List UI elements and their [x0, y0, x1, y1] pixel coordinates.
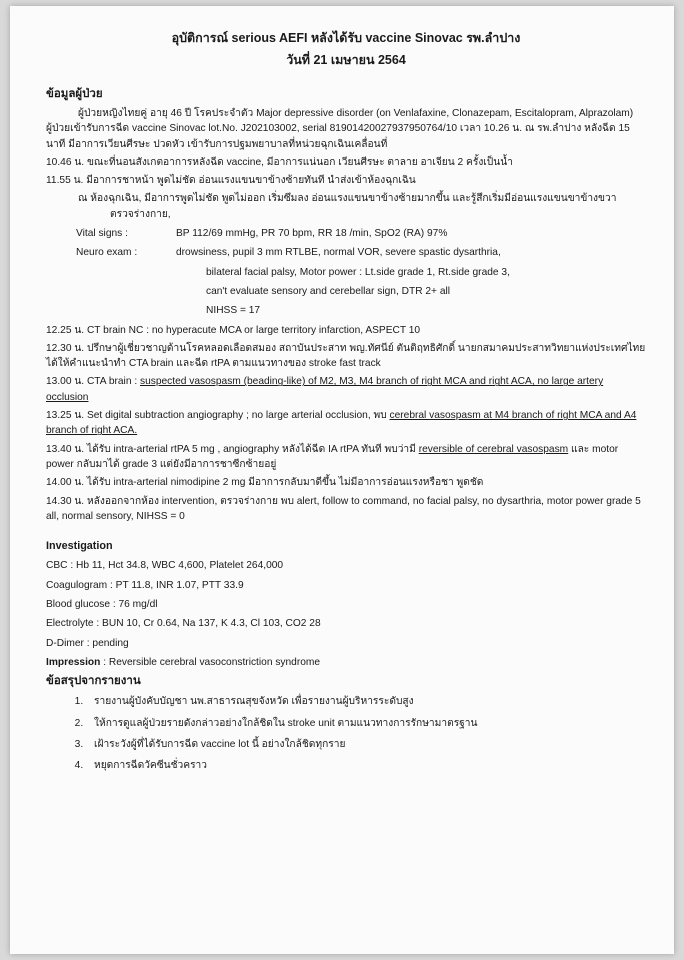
- event-1300: 13.00 น. CTA brain : suspected vasospasm (beading-like) of M2, M3, M4 branch of right MCA and right ACA, no large artery occlusion: [46, 376, 604, 403]
- vital-signs-value: BP 112/69 mmHg, PR 70 bpm, RR 18 /min, SpO2 (RA) 97%: [176, 228, 448, 240]
- vasospasm-reversal: reversible of cerebral vasospasm: [418, 443, 569, 455]
- cta-finding: suspected vasospasm (beading-like) of M2, M3, M4 branch of right MCA and right ACA, no large artery occlusion: [46, 376, 604, 403]
- event-1400: 14.00 น. ได้รับ intra-arterial nimodipine 2 mg มีอาการกลับมาดีขึ้น ไม่มีอาการอ่อนแรงหรือชา พูดชัด: [46, 477, 484, 489]
- neuro-exam-line-3: can't evaluate sensory and cerebellar sign, DTR 2+ all: [206, 285, 451, 297]
- summary-heading: ข้อสรุปจากรายงาน: [46, 675, 141, 688]
- document-body: [46, 28, 646, 774]
- event-1430: 14.30 น. หลังออกจากห้อง intervention, ตรวจร่างกาย พบ alert, follow to command, no facial palsy, no dysarthria, motor power grade 5 all, normal sensory, NIHSS = 0: [46, 495, 641, 522]
- document-page: [10, 6, 674, 954]
- lab-cbc: CBC : Hb 11, Hct 34.8, WBC 4,600, Platelet 264,000: [46, 560, 284, 572]
- event-1340: 13.40 น. ได้รับ intra-arterial rtPA 5 mg , angiography หลังได้ฉีด IA rtPA ทันที พบว่ามี reversible of cerebral vasospasm และ motor power กลับมาได้ grade 3 แต่ยังมีอาการชาซีกซ้ายอยู่: [46, 443, 619, 470]
- patient-heading: ข้อมูลผู้ป่วย: [46, 87, 103, 100]
- impression: [46, 655, 646, 670]
- impression-label: Impression: [46, 656, 101, 668]
- lab-coagulogram: Coagulogram : PT 11.8, INR 1.07, PTT 33.9: [46, 579, 244, 591]
- lab-blood-glucose: Blood glucose : 76 mg/dl: [46, 598, 158, 610]
- lab-electrolyte: Electrolyte : BUN 10, Cr 0.64, Na 137, K 4.3, Cl 103, CO2 28: [46, 618, 321, 630]
- document-date: วันที่ 21 เมษายน 2564: [286, 52, 406, 67]
- vital-signs-label: Vital signs :: [76, 228, 128, 240]
- event-1046: 10.46 น. ขณะที่นอนสังเกตอาการหลังฉีด vaccine, มีอาการแน่นอก เวียนศีรษะ ตาลาย อาเจียน 2 ครั้งเป็นน้ำ: [46, 156, 513, 168]
- lab-d-dimer: D-Dimer : pending: [46, 637, 129, 649]
- patient-intro: ผู้ป่วยหญิงไทยคู่ อายุ 46 ปี โรคประจำตัว Major depressive disorder (on Venlafaxine, Clonazepam, Escitalopram, Alprazolam): [78, 108, 634, 119]
- summary-item-2: 2. ให้การดูแลผู้ป่วยรายดังกล่าวอย่างใกล้ชิดใน stroke unit ตามแนวทางการรักษามาตรฐาน: [86, 716, 646, 731]
- summary-item-4: 4. หยุดการฉีดวัคซีนชั่วคราว: [86, 758, 646, 773]
- investigation-heading: Investigation: [46, 540, 113, 553]
- event-1325: 13.25 น. Set digital subtraction angiography ; no large arterial occlusion, พบ cerebral vasospasm at M4 branch of right MCA and A4 branch of right ACA.: [46, 410, 637, 437]
- event-1155: 11.55 น. มีอาการชาหน้า พูดไม่ชัด อ่อนแรงแขนขาข้างซ้ายทันที นำส่งเข้าห้องฉุกเฉิน: [46, 175, 416, 187]
- neuro-exam-line-2: bilateral facial palsy, Motor power : Lt.side grade 1, Rt.side grade 3,: [206, 266, 510, 278]
- summary-item-3: 3. เฝ้าระวังผู้ที่ได้รับการฉีด vaccine lot นี้ อย่างใกล้ชิดทุกราย: [86, 737, 646, 752]
- event-1225: 12.25 น. CT brain NC : no hyperacute MCA or large territory infarction, ASPECT 10: [46, 324, 421, 336]
- neuro-exam-line-1: drowsiness, pupil 3 mm RTLBE, normal VOR, severe spastic dysarthria,: [176, 247, 501, 259]
- vital-signs-row: [46, 226, 646, 241]
- neuro-exam-row: [46, 245, 646, 260]
- summary-list: [46, 694, 646, 773]
- exam-line: ตรวจร่างกาย,: [110, 208, 171, 220]
- neuro-exam-label: Neuro exam :: [76, 247, 138, 259]
- er-line: ณ ห้องฉุกเฉิน, มีอาการพูดไม่ชัด พูดไม่ออก เริ่มซึมลง อ่อนแรงแขนขาข้างซ้ายมากขึ้น และรู้สึกเริ่มมีอ่อนแรงแขนขาข้างขวา: [78, 193, 617, 205]
- dsa-finding: cerebral vasospasm at M4 branch of right MCA and A4 branch of right ACA.: [46, 410, 637, 437]
- summary-item-1: 1. รายงานผู้บังคับบัญชา นพ.สาธารณสุขจังหวัด เพื่อรายงานผู้บริหารระดับสูง: [86, 694, 646, 709]
- event-1230: 12.30 น. ปรึกษาผู้เชี่ยวชาญด้านโรคหลอดเลือดสมอง สถาบันประสาท พญ.ทัศนีย์ ตันติฤทธิศักดิ์ นายกสมาคมประสาทวิทยาแห่งประเทศไทย ได้ให้คำแนะนำทำ CTA brain และฉีด rtPA ตามแนวทางของ stroke fast track: [46, 342, 646, 370]
- vaccine-line: ผู้ป่วยเข้ารับการฉีด vaccine Sinovac lot.No. J202103002, serial 8190142002793795076​4/10 เวลา 10.26 น. ณ รพ.ลำปาง หลังฉีด 15 นาที มีอาการเวียนศีรษะ ปวดหัว เข้ารับการปฐมพยาบาลที่หน่วยฉุกเฉินเคลื่อนที่: [46, 123, 630, 150]
- impression-value: : Reversible cerebral vasoconstriction syndrome: [100, 656, 321, 668]
- nihss-initial: NIHSS = 17: [206, 305, 261, 317]
- document-title: อุบัติการณ์ serious AEFI หลังได้รับ vaccine Sinovac รพ.ลำปาง: [171, 31, 521, 45]
